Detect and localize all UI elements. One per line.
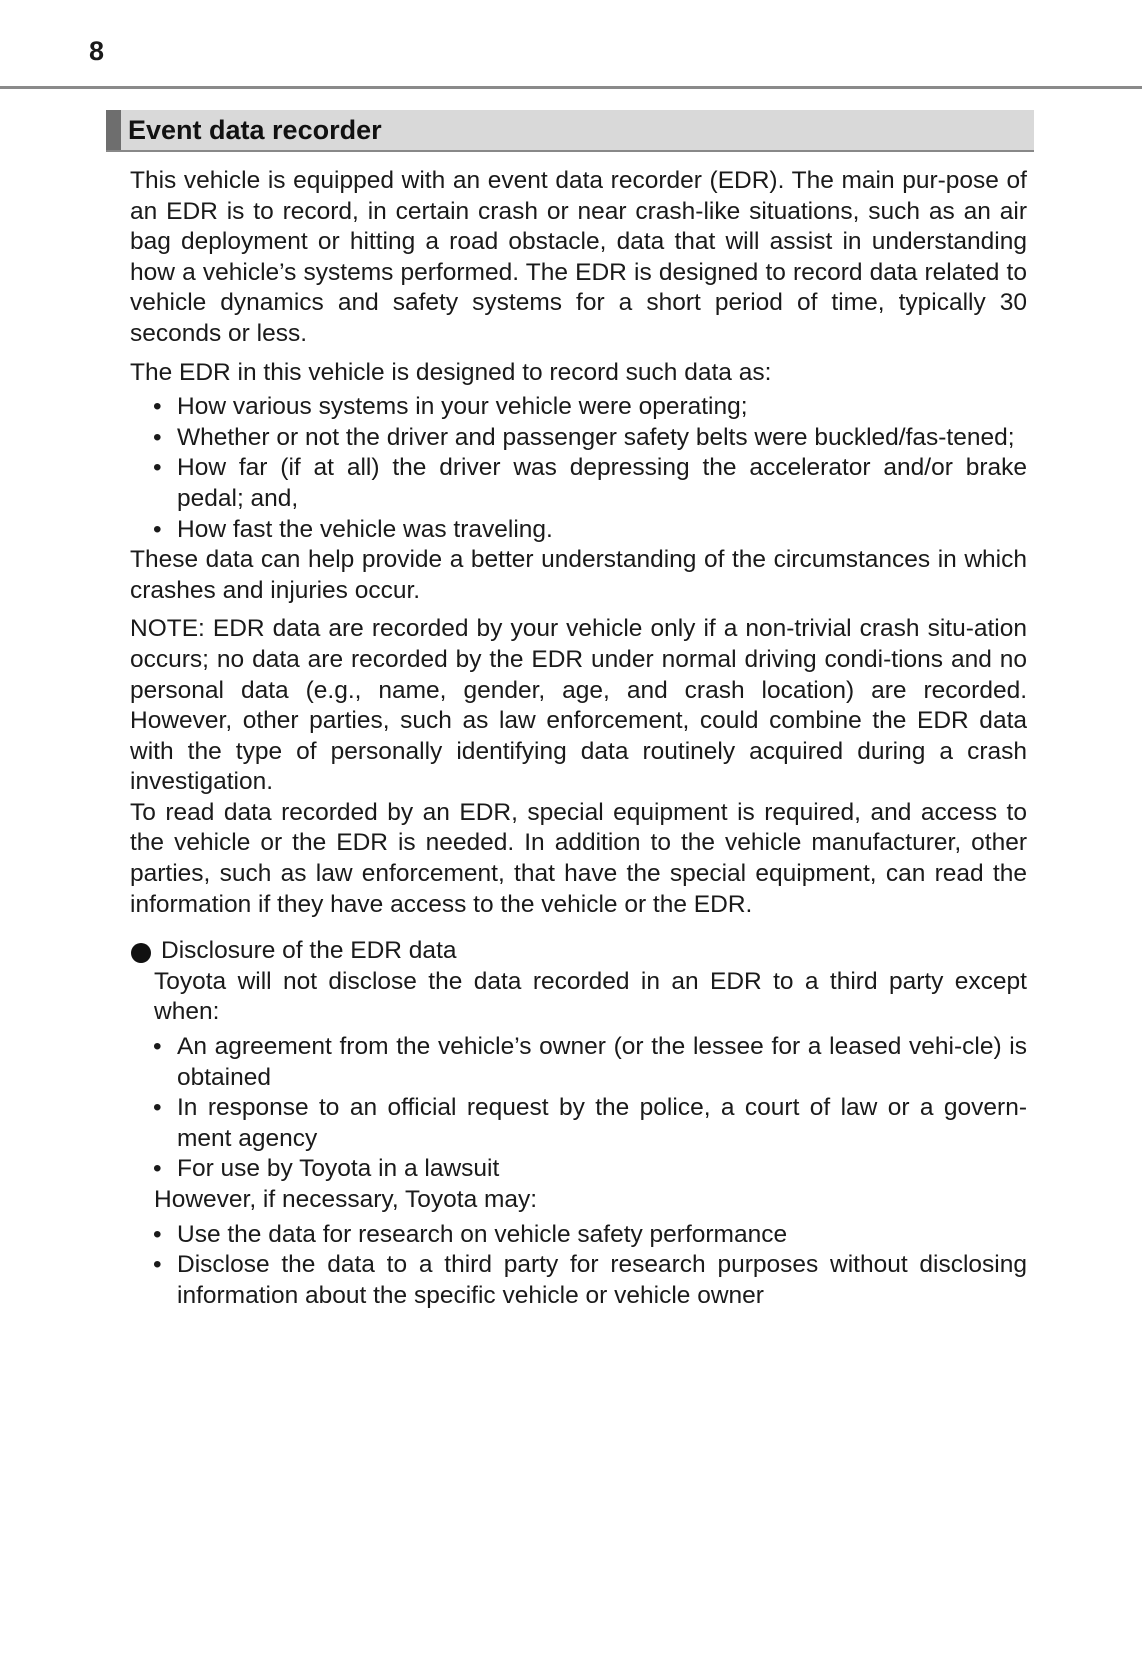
section-header-accent-bar bbox=[106, 110, 121, 150]
page-content bbox=[130, 166, 1027, 1311]
bullet-icon: • bbox=[153, 1033, 162, 1061]
toyota-may-paragraph: However, if necessary, Toyota may: bbox=[154, 1186, 538, 1213]
list-item: • An agreement from the vehicle’s owner (or the lessee for a leased vehi-cle) is obtained bbox=[153, 1033, 1027, 1091]
note-paragraph: NOTE: EDR data are recorded by your vehicle only if a non-trivial crash situ-ation occurs; no data are recorded by the EDR under normal driving condi-tions and no personal data (e.g., name, gender, age, and crash location) are recorded. However, other parties, such as law enforcement, could combine the EDR data with the type of personally identifying data routinely acquired during a crash investigation. bbox=[130, 615, 1027, 796]
disclosure-heading bbox=[130, 936, 1027, 967]
page-number: 8 bbox=[89, 36, 105, 66]
disclosure-heading-text: Disclosure of the EDR data bbox=[161, 937, 457, 965]
bullet-icon: • bbox=[153, 454, 162, 482]
filled-circle-icon bbox=[131, 943, 151, 963]
list-item: • How various systems in your vehicle were operating; bbox=[177, 392, 1027, 423]
bullet-icon: • bbox=[153, 1094, 162, 1122]
header-rule bbox=[0, 86, 1142, 89]
section-title: Event data recorder bbox=[128, 115, 382, 145]
access-paragraph: To read data recorded by an EDR, special equipment is required, and access to the vehicle or the EDR is needed. In addition to the vehicle manufacturer, other parties, such as law enforcement, that have the special equipment, can read the information if they have access to the vehicle or the EDR. bbox=[130, 798, 1027, 918]
list-item: • For use by Toyota in a lawsuit bbox=[177, 1154, 1027, 1185]
disclosure-paragraph: Toyota will not disclose the data recorded in an EDR to a third party except when: bbox=[154, 967, 1027, 1026]
understanding-paragraph: These data can help provide a better understanding of the circumstances in which crashes and injuries occur. bbox=[130, 546, 1027, 604]
intro-list-lead: The EDR in this vehicle is designed to record such data as: bbox=[130, 358, 772, 386]
disclosure-exceptions-list bbox=[154, 1032, 1027, 1185]
bullet-icon: • bbox=[153, 393, 162, 421]
list-item: • Use the data for research on vehicle safety performance bbox=[177, 1220, 1027, 1251]
list-item: • Disclose the data to a third party for research purposes without disclosing information about the specific vehicle or vehicle owner bbox=[153, 1251, 1027, 1309]
intro-paragraph: This vehicle is equipped with an event data recorder (EDR). The main pur-pose of an EDR is to record, in certain crash or near crash-like situations, such as an air bag deployment or hitting a road obstacle, data that will assist in understanding how a vehicle’s systems performed. The EDR is designed to record data related to vehicle dynamics and safety systems for a short period of time, typically 30 seconds or less. bbox=[130, 167, 1027, 347]
bullet-icon: • bbox=[153, 1220, 162, 1248]
bullet-icon: • bbox=[153, 1251, 162, 1279]
list-item: • How far (if at all) the driver was depressing the accelerator and/or brake pedal; and, bbox=[153, 454, 1027, 512]
list-item: • Whether or not the driver and passenger safety belts were buckled/fas-tened; bbox=[177, 423, 1027, 454]
toyota-may-list bbox=[154, 1220, 1027, 1312]
section-header bbox=[106, 110, 1034, 152]
recorded-data-list bbox=[130, 392, 1027, 545]
list-item: • In response to an official request by the police, a court of law or a govern-ment agency bbox=[153, 1094, 1027, 1152]
disclosure-body bbox=[130, 967, 1027, 1312]
list-item: • How fast the vehicle was traveling. bbox=[177, 515, 1027, 546]
bullet-icon: • bbox=[153, 1155, 162, 1183]
bullet-icon: • bbox=[153, 423, 162, 451]
bullet-icon: • bbox=[153, 515, 162, 543]
